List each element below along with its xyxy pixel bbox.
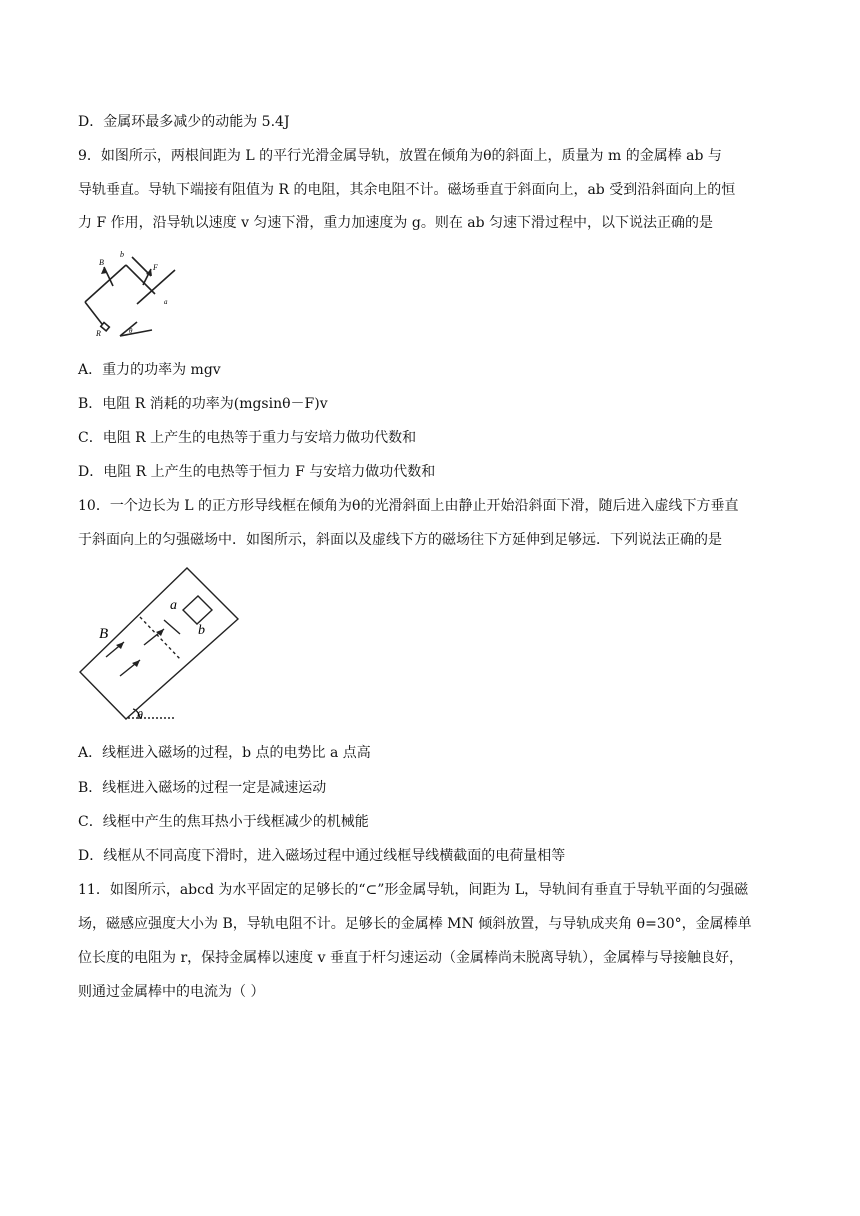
question-11-line-3: 位长度的电阻为 r，保持金属棒以速度 v 垂直于杆匀速运动（金属棒尚未脱离导轨），金属棒与导接触良好，	[78, 950, 743, 966]
option-c-q10: C．线框中产生的焦耳热小于线框减少的机械能	[78, 814, 369, 830]
label-R: R	[96, 329, 101, 338]
question-9-line-1: 9．如图所示，两根间距为 L 的平行光滑金属导轨，放置在倾角为θ的斜面上，质量为 m 的金属棒 ab 与	[78, 148, 722, 164]
option-b-q9: B．电阻 R 消耗的功率为(mgsinθ－F)v	[78, 396, 328, 412]
question-11-line-1: 11．如图所示，abcd 为水平固定的足够长的“⊂”形金属导轨，间距为 L，导轨间有垂直于导轨平面的匀强磁	[78, 882, 749, 898]
option-b-q10: B．线框进入磁场的过程一定是减速运动	[78, 780, 327, 796]
option-d-q8: D．金属环最多减少的动能为 5.4J	[78, 114, 290, 130]
question-9-line-3: 力 F 作用，沿导轨以速度 v 匀速下滑，重力加速度为 g。则在 ab 匀速下滑过程中，以下说法正确的是	[78, 215, 714, 231]
label-B: B	[99, 626, 109, 642]
question-11-line-2: 场，磁感应强度大小为 B，导轨电阻不计。足够长的金属棒 MN 倾斜放置，与导轨成夹角 θ=30°，金属棒单	[78, 916, 752, 932]
label-a: a	[170, 598, 177, 613]
label-theta: θ	[129, 327, 133, 335]
option-a-q9: A．重力的功率为 mgv	[78, 362, 221, 378]
option-d-q9: D．电阻 R 上产生的电热等于恒力 F 与安培力做功代数和	[78, 464, 436, 480]
label-B: B	[99, 258, 104, 267]
option-d-q10: D．线框从不同高度下滑时，进入磁场过程中通过线框导线横截面的电荷量相等	[78, 848, 566, 864]
question-10-line-1: 10．一个边长为 L 的正方形导线框在倾角为θ的光滑斜面上由静止开始沿斜面下滑，随后进入虚线下方垂直	[78, 498, 739, 514]
question-10-line-2: 于斜面向上的匀强磁场中．如图所示，斜面以及虚线下方的磁场往下方延伸到足够远．下列说法正确的是	[78, 532, 722, 548]
option-c-q9: C．电阻 R 上产生的电热等于重力与安培力做功代数和	[78, 430, 417, 446]
label-F: F	[153, 263, 158, 272]
label-a: a	[164, 298, 168, 306]
label-b: b	[198, 623, 205, 638]
option-a-q10: A．线框进入磁场的过程，b 点的电势比 a 点高	[78, 745, 371, 761]
question-9-line-2: 导轨垂直。导轨下端接有阻值为 R 的电阻，其余电阻不计。磁场垂直于斜面向上，ab 受到沿斜面向上的恒	[78, 182, 736, 198]
question-11-line-4: 则通过金属棒中的电流为（ ）	[78, 984, 265, 1000]
q9-incline-rails-figure	[80, 248, 190, 343]
label-b: b	[120, 250, 124, 259]
label-theta: θ	[137, 708, 143, 722]
q10-incline-square-frame-figure	[76, 562, 246, 728]
